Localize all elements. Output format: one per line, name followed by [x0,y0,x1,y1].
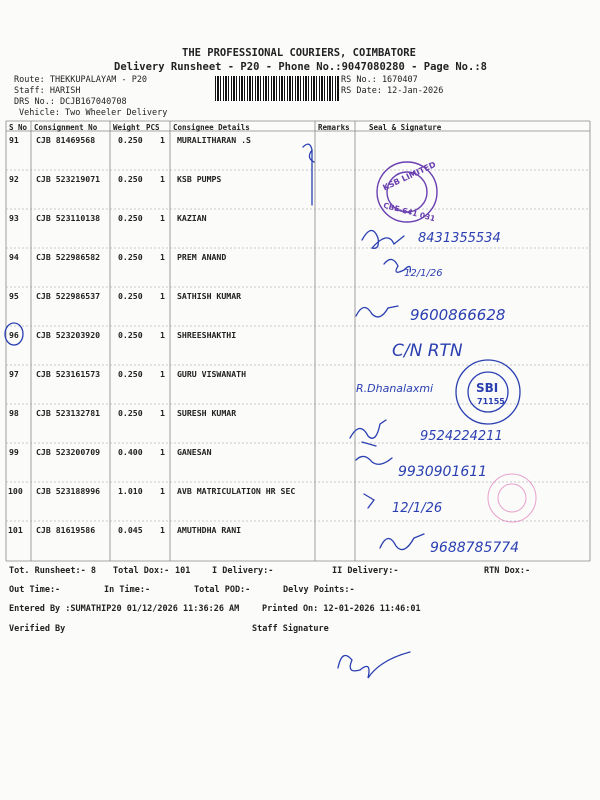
staff-label: Staff: HARISH [14,86,81,96]
cell-weight: 0.400 [118,447,143,457]
sbi-stamp-line2: 71155 [477,397,505,406]
cell-pcs: 1 [160,447,165,457]
cell-weight: 0.250 [118,135,143,145]
staff-signature-scribble [338,652,410,678]
rs-date: RS Date: 12-Jan-2026 [341,86,444,96]
hw-row94-date: 12/1/26 [404,268,443,279]
cell-weight: 0.250 [118,252,143,262]
delvy-points: Delvy Points:- [283,585,355,595]
total-dox-value: 101 [175,566,191,576]
cell-sno: 91 [9,135,19,145]
cell-weight: 0.250 [118,291,143,301]
hw-row100-date: 12/1/26 [392,501,443,516]
hw-row93-phone: 8431355534 [418,231,501,246]
cell-consignment: CJB 522986537 [36,291,101,301]
total-dox-label: Total Dox:- [113,566,170,576]
cell-pcs: 1 [160,252,165,262]
col-header-weight: Weight [113,123,141,132]
hw-row101-phone: 9688785774 [430,540,520,556]
hw-row99-phone: 9930901611 [398,464,488,480]
in-time: In Time:- [104,585,151,595]
cell-sno: 93 [9,213,19,223]
cell-pcs: 1 [160,213,165,223]
cell-consignment: CJB 523110138 [36,213,101,223]
cell-sno: 92 [9,174,19,184]
ksb-stamp-line2: CBE-641 031 [382,200,437,224]
cell-consignee: PREM ANAND [177,252,227,262]
col-header-consignee: Consignee Details [173,123,250,132]
rtn-dox: RTN Dox:- [484,566,531,576]
cell-consignment: CJB 523161573 [36,369,101,379]
cell-consignment: CJB 523188996 [36,486,101,496]
col-header-sno: S No [9,123,28,132]
sbi-stamp-line1: SBI [476,381,499,395]
col-header-remarks: Remarks [318,123,350,132]
cell-consignment: CJB 523200709 [36,447,101,457]
cell-weight: 0.250 [118,408,143,418]
remark-scribble [303,144,314,205]
cell-pcs: 1 [160,330,165,340]
cell-sno: 100 [8,486,23,496]
cell-consignee: SHREESHAKTHI [177,330,237,340]
hw-row96-note: C/N RTN [392,341,463,361]
cell-pcs: 1 [160,408,165,418]
cell-consignment: CJB 523219071 [36,174,101,184]
cell-consignment: CJB 523132781 [36,408,101,418]
tot-runsheet: Tot. Runsheet:- 8 [9,566,96,576]
company-title: THE PROFESSIONAL COURIERS, COIMBATORE [182,47,416,59]
cell-consignee: SATHISH KUMAR [177,291,242,301]
cell-consignee: MURALITHARAN .S [177,135,251,145]
faint-stamp [488,474,536,522]
cell-weight: 0.045 [118,525,143,535]
cell-weight: 1.010 [118,486,143,496]
cell-consignment: CJB 522986582 [36,252,101,262]
cell-sno: 101 [8,525,23,535]
total-pod: Total POD:- [194,585,251,595]
staff-signature-label: Staff Signature [252,624,329,634]
cell-consignee: KSB PUMPS [177,174,222,184]
cell-consignment: CJB 523203920 [36,330,101,340]
hw-row97-name: R.Dhanalaxmi [356,382,434,395]
cell-pcs: 1 [160,291,165,301]
cell-consignee: KAZIAN [177,213,207,223]
printed-on: Printed On: 12-01-2026 11:46:01 [262,604,421,614]
signature-row-93 [362,230,404,248]
runsheet-title: Delivery Runsheet - P20 - Phone No.:9047080280 - Page No.:8 [114,61,487,73]
cell-consignee: GURU VISWANATH [177,369,247,379]
signature-row-100 [364,494,374,508]
verified-by: Verified By [9,624,66,634]
signature-row-95 [356,306,398,317]
ii-delivery: II Delivery:- [332,566,399,576]
col-header-seal: Seal & Signature [369,123,442,132]
cell-pcs: 1 [160,486,165,496]
cell-weight: 0.250 [118,174,143,184]
cell-consignment: CJB 81469568 [36,135,96,145]
rs-number: RS No.: 1670407 [341,75,418,85]
cell-pcs: 1 [160,135,165,145]
signature-row-98 [350,420,386,446]
cell-weight: 0.250 [118,213,143,223]
cell-sno: 98 [9,408,19,418]
cell-weight: 0.250 [118,369,143,379]
signature-row-99 [356,456,392,464]
cell-weight: 0.250 [118,330,143,340]
ksb-stamp-line1: KSB LIMITED [381,159,438,193]
col-header-consignment: Consignment No [34,123,98,132]
hw-row98-phone: 9524224211 [420,429,503,444]
cell-consignee: GANESAN [177,447,212,457]
cell-pcs: 1 [160,174,165,184]
col-header-pcs: PCS [146,123,160,132]
cell-consignee: AMUTHDHA RANI [177,525,242,535]
cell-sno: 97 [9,369,19,379]
cell-pcs: 1 [160,369,165,379]
row-96-circle [5,323,23,345]
cell-pcs: 1 [160,525,165,535]
route-label: Route: THEKKUPALAYAM - P20 [14,75,148,85]
vehicle-label: Vehicle: Two Wheeler Delivery [19,108,168,118]
cell-consignee: AVB MATRICULATION HR SEC [177,486,296,496]
cell-consignee: SURESH KUMAR [177,408,237,418]
i-delivery: I Delivery:- [212,566,274,576]
cell-sno: 96 [9,330,19,340]
out-time: Out Time:- [9,585,61,595]
hw-row95-phone: 9600866628 [410,306,506,324]
cell-sno: 99 [9,447,19,457]
cell-consignment: CJB 81619586 [36,525,96,535]
drs-number: DRS No.: DCJB167040708 [14,97,127,107]
cell-sno: 95 [9,291,19,301]
cell-sno: 94 [9,252,19,262]
entered-by: Entered By :SUMATHIP20 01/12/2026 11:36:26 AM [9,604,240,614]
signature-row-101 [380,534,424,550]
